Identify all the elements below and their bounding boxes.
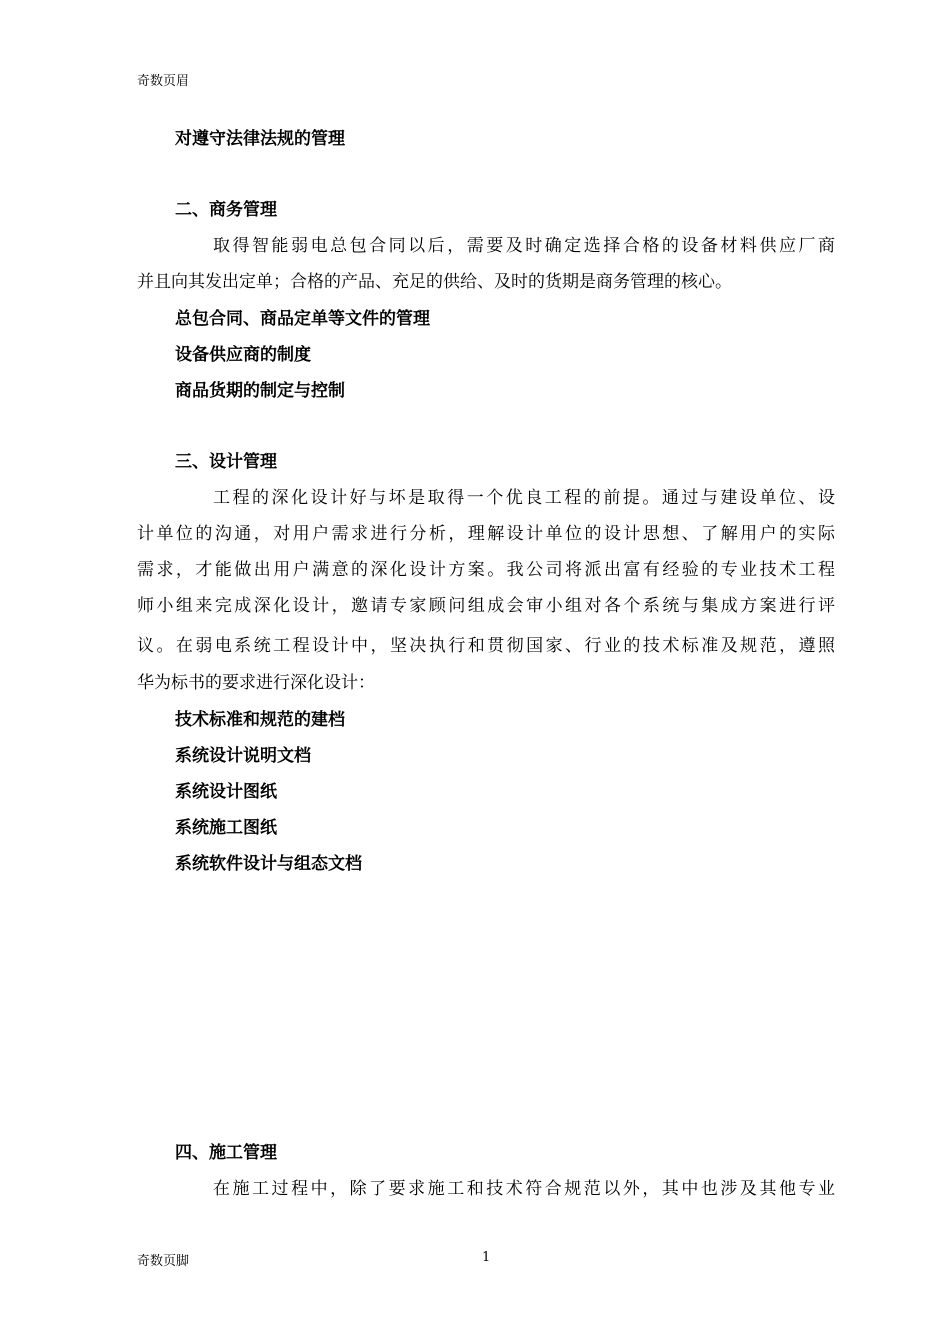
list-item: 系统设计图纸 [175, 782, 277, 802]
list-item: 总包合同、商品定单等文件的管理 [175, 309, 430, 329]
heading-law-compliance: 对遵守法律法规的管理 [175, 129, 345, 149]
paragraph-line: 计单位的沟通，对用户需求进行分析，理解设计单位的设计思想、了解用户的实际 [137, 524, 835, 544]
paragraph-line: 议。在弱电系统工程设计中，坚决执行和贯彻国家、行业的技术标准及规范，遵照 [137, 636, 835, 656]
page-footer: 奇数页脚 [137, 1254, 190, 1269]
page-number: 1 [482, 1250, 491, 1265]
list-item: 系统软件设计与组态文档 [175, 854, 362, 874]
page-header: 奇数页眉 [137, 74, 190, 89]
list-item: 设备供应商的制度 [175, 345, 311, 365]
paragraph-line: 工程的深化设计好与坏是取得一个优良工程的前提。通过与建设单位、设 [213, 488, 835, 508]
list-item: 系统设计说明文档 [175, 746, 311, 766]
paragraph-line: 并且向其发出定单；合格的产品、充足的供给、及时的货期是商务管理的核心。 [137, 272, 732, 292]
list-item: 系统施工图纸 [175, 818, 277, 838]
paragraph-line: 需求，才能做出用户满意的深化设计方案。我公司将派出富有经验的专业技术工程 [137, 560, 835, 580]
list-item: 商品货期的制定与控制 [175, 381, 345, 401]
section-title-construction: 四、施工管理 [175, 1143, 277, 1163]
list-item: 技术标准和规范的建档 [175, 710, 345, 730]
paragraph-line: 在施工过程中，除了要求施工和技术符合规范以外，其中也涉及其他专业 [213, 1179, 835, 1199]
section-title-design: 三、设计管理 [175, 452, 277, 472]
section-title-business: 二、商务管理 [175, 200, 277, 220]
paragraph-line: 师小组来完成深化设计，邀请专家顾问组成会审小组对各个系统与集成方案进行评 [137, 596, 835, 616]
paragraph-line: 取得智能弱电总包合同以后，需要及时确定选择合格的设备材料供应厂商 [213, 236, 835, 256]
paragraph-line: 华为标书的要求进行深化设计： [137, 673, 375, 693]
